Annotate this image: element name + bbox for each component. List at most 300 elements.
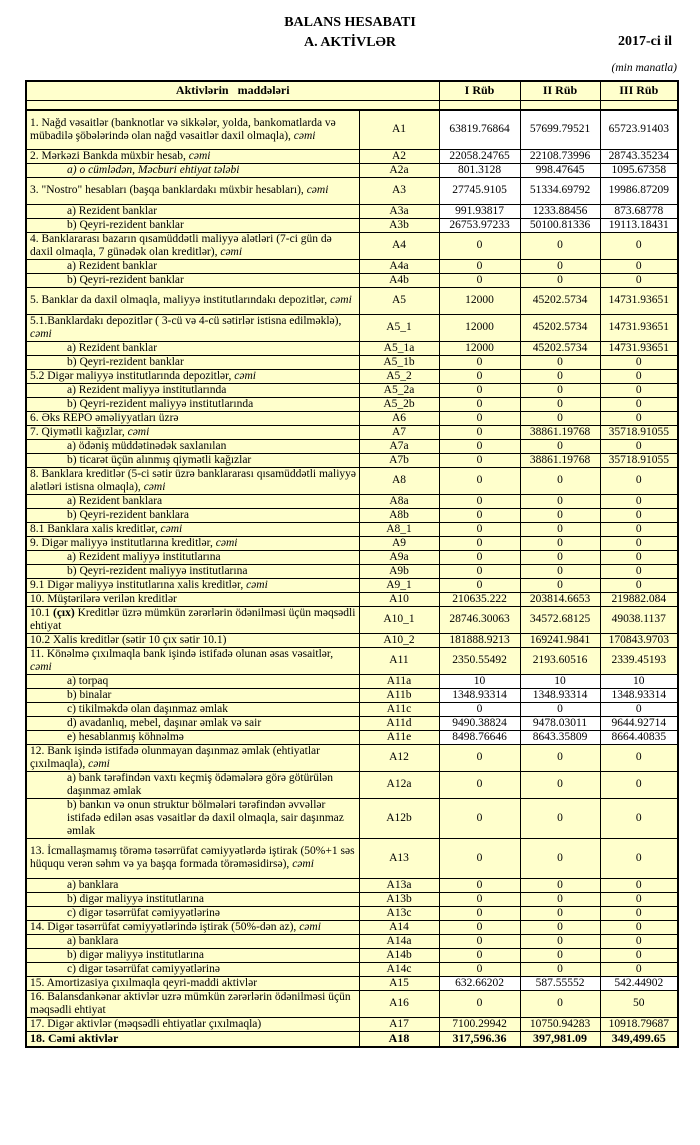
row-label: a) ödəniş müddətinədək saxlanılan: [26, 439, 359, 453]
table-row: [26, 578, 678, 592]
value-cell-q3: 349,499.65: [600, 1031, 678, 1047]
value-cell-q2: 0: [520, 411, 600, 425]
row-label: e) hesablanmış köhnəlmə: [26, 730, 359, 744]
value-cell-q1: 210635.222: [439, 592, 520, 606]
value-cell-q2: 998.47645: [520, 163, 600, 177]
row-label: b) Qeyri-rezident maliyyə institutlarında: [26, 397, 359, 411]
row-label: 6. Əks REPO əməliyyatları üzrə: [26, 411, 359, 425]
table-row: [26, 892, 678, 906]
value-cell-q2: 0: [520, 522, 600, 536]
table-row: [26, 633, 678, 647]
table-row: [26, 976, 678, 990]
value-cell-q2: 0: [520, 990, 600, 1017]
table-row: [26, 232, 678, 259]
row-code: A11b: [359, 688, 439, 702]
value-cell-q2: 0: [520, 494, 600, 508]
value-cell-q3: 0: [600, 878, 678, 892]
row-code: A11e: [359, 730, 439, 744]
row-code: A8a: [359, 494, 439, 508]
value-cell-q1: 0: [439, 550, 520, 564]
row-code: A12b: [359, 798, 439, 838]
row-code: A1: [359, 110, 439, 149]
value-cell-q1: 0: [439, 990, 520, 1017]
value-cell-q2: 1233.88456: [520, 204, 600, 218]
value-cell-q3: 10918.79687: [600, 1017, 678, 1031]
value-cell-q3: 542.44902: [600, 976, 678, 990]
value-cell-q2: 0: [520, 920, 600, 934]
row-label: b) Qeyri-rezident maliyyə institutlarına: [26, 564, 359, 578]
value-cell-q2: 587.55552: [520, 976, 600, 990]
row-code: A6: [359, 411, 439, 425]
table-row: [26, 647, 678, 674]
row-code: A3b: [359, 218, 439, 232]
row-label: 17. Digər aktivlər (məqsədli ehtiyatlar çıxılmaqla): [26, 1017, 359, 1031]
value-cell-q1: 0: [439, 273, 520, 287]
value-cell-q1: 26753.97233: [439, 218, 520, 232]
row-label: a) banklara: [26, 878, 359, 892]
row-label: a) o cümlədən, Məcburi ehtiyat tələbi: [26, 163, 359, 177]
table-row: [26, 674, 678, 688]
table-row: [26, 948, 678, 962]
table-row: [26, 397, 678, 411]
row-label: c) tikilməkdə olan daşınmaz əmlak: [26, 702, 359, 716]
value-cell-q1: 991.93817: [439, 204, 520, 218]
value-cell-q3: 0: [600, 383, 678, 397]
table-row: [26, 716, 678, 730]
table-row: [26, 494, 678, 508]
year-label: 2017-ci il: [617, 34, 672, 49]
row-code: A13a: [359, 878, 439, 892]
value-cell-q2: 8643.35809: [520, 730, 600, 744]
value-cell-q1: 0: [439, 467, 520, 494]
value-cell-q3: 0: [600, 273, 678, 287]
value-cell-q3: 0: [600, 564, 678, 578]
value-cell-q3: 0: [600, 838, 678, 878]
row-label: a) Rezident maliyyə institutlarına: [26, 550, 359, 564]
value-cell-q1: 0: [439, 383, 520, 397]
row-label: 14. Digər təsərrüfat cəmiyyətlərində iştirak (50%-dən az), cəmi: [26, 920, 359, 934]
value-cell-q3: 0: [600, 536, 678, 550]
value-cell-q3: 35718.91055: [600, 453, 678, 467]
table-row: [26, 798, 678, 838]
value-cell-q2: 0: [520, 369, 600, 383]
value-cell-q2: 0: [520, 273, 600, 287]
row-code: A14c: [359, 962, 439, 976]
spacer-row: [26, 100, 678, 110]
row-code: A2a: [359, 163, 439, 177]
row-label: a) Rezident maliyyə institutlarında: [26, 383, 359, 397]
row-code: A8: [359, 467, 439, 494]
value-cell-q1: 2350.55492: [439, 647, 520, 674]
row-code: A2: [359, 149, 439, 163]
row-label: 10.1 (çıx) Kreditlər üzrə mümkün zərərlərin ödənilməsi üçün məqsədli ehtiyat: [26, 606, 359, 633]
value-cell-q3: 49038.1137: [600, 606, 678, 633]
table-row: [26, 425, 678, 439]
value-cell-q2: 0: [520, 355, 600, 369]
value-cell-q2: 9478.03011: [520, 716, 600, 730]
value-cell-q1: 0: [439, 892, 520, 906]
table-row: [26, 934, 678, 948]
value-cell-q2: 0: [520, 771, 600, 798]
table-row: [26, 411, 678, 425]
value-cell-q3: 0: [600, 232, 678, 259]
table-row: [26, 110, 678, 149]
table-row: [26, 536, 678, 550]
value-cell-q3: 0: [600, 439, 678, 453]
value-cell-q2: 169241.9841: [520, 633, 600, 647]
table-row: [26, 878, 678, 892]
value-cell-q3: 0: [600, 578, 678, 592]
value-cell-q3: 0: [600, 494, 678, 508]
value-cell-q2: 0: [520, 550, 600, 564]
value-cell-q1: 801.3128: [439, 163, 520, 177]
value-cell-q3: 0: [600, 962, 678, 976]
value-cell-q2: 0: [520, 744, 600, 771]
value-cell-q3: 0: [600, 744, 678, 771]
value-cell-q3: 10: [600, 674, 678, 688]
value-cell-q3: 0: [600, 892, 678, 906]
row-label: b) ticarət üçün alınmış qiymətli kağızlar: [26, 453, 359, 467]
value-cell-q2: 0: [520, 564, 600, 578]
row-code: A12: [359, 744, 439, 771]
row-code: A10_2: [359, 633, 439, 647]
value-cell-q2: 0: [520, 906, 600, 920]
value-cell-q2: 0: [520, 962, 600, 976]
header-row: [26, 81, 678, 100]
table-row: [26, 906, 678, 920]
value-cell-q3: 19113.18431: [600, 218, 678, 232]
table-row: [26, 1017, 678, 1031]
row-code: A13c: [359, 906, 439, 920]
row-label: 16. Balansdankənar aktivlər uzrə mümkün zərərlərin ödənilməsi üçün məqsədli ehtiyat: [26, 990, 359, 1017]
value-cell-q1: 0: [439, 536, 520, 550]
spacer-cell: [26, 100, 439, 110]
value-cell-q1: 28746.30063: [439, 606, 520, 633]
row-code: A13b: [359, 892, 439, 906]
value-cell-q3: 9644.92714: [600, 716, 678, 730]
row-code: A9: [359, 536, 439, 550]
row-label: 8. Banklara kreditlər (5-ci sətir üzrə banklararası qısamüddətli maliyyə alətləri istisna olmaqla), cəmi: [26, 467, 359, 494]
value-cell-q1: 317,596.36: [439, 1031, 520, 1047]
table-row: [26, 341, 678, 355]
value-cell-q3: 50: [600, 990, 678, 1017]
header-col-q1: I Rüb: [439, 81, 520, 100]
value-cell-q3: 0: [600, 508, 678, 522]
table-row: [26, 508, 678, 522]
value-cell-q1: 1348.93314: [439, 688, 520, 702]
value-cell-q3: 0: [600, 550, 678, 564]
row-label: c) digər təsərrüfat cəmiyyətlərinə: [26, 962, 359, 976]
table-row: [26, 962, 678, 976]
row-code: A15: [359, 976, 439, 990]
value-cell-q1: 12000: [439, 341, 520, 355]
table-row: [26, 730, 678, 744]
value-cell-q1: 12000: [439, 287, 520, 314]
table-row: [26, 163, 678, 177]
value-cell-q1: 0: [439, 411, 520, 425]
table-row: [26, 688, 678, 702]
spacer-cell: [600, 100, 678, 110]
value-cell-q2: 0: [520, 838, 600, 878]
value-cell-q2: 2193.60516: [520, 647, 600, 674]
value-cell-q1: 0: [439, 798, 520, 838]
table-row: [26, 771, 678, 798]
value-cell-q1: 0: [439, 508, 520, 522]
value-cell-q3: 0: [600, 934, 678, 948]
row-label: a) banklara: [26, 934, 359, 948]
row-code: A3a: [359, 204, 439, 218]
row-label: 2. Mərkəzi Bankda müxbir hesab, cəmi: [26, 149, 359, 163]
value-cell-q2: 38861.19768: [520, 453, 600, 467]
row-code: A7a: [359, 439, 439, 453]
value-cell-q3: 0: [600, 906, 678, 920]
value-cell-q2: 57699.79521: [520, 110, 600, 149]
row-label: b) binalar: [26, 688, 359, 702]
table-row: [26, 177, 678, 204]
table-row: [26, 592, 678, 606]
row-code: A13: [359, 838, 439, 878]
document-title-block: [0, 13, 700, 53]
row-code: A11d: [359, 716, 439, 730]
value-cell-q3: 0: [600, 355, 678, 369]
row-label: a) Rezident banklar: [26, 259, 359, 273]
row-code: A11: [359, 647, 439, 674]
row-code: A5_2: [359, 369, 439, 383]
row-label: 5. Banklar da daxil olmaqla, maliyyə institutlarındakı depozitlər, cəmi: [26, 287, 359, 314]
row-code: A14: [359, 920, 439, 934]
value-cell-q2: 0: [520, 948, 600, 962]
value-cell-q2: 0: [520, 934, 600, 948]
row-label: 8.1 Banklara xalis kreditlər, cəmi: [26, 522, 359, 536]
value-cell-q3: 14731.93651: [600, 314, 678, 341]
value-cell-q2: 203814.6653: [520, 592, 600, 606]
row-code: A14a: [359, 934, 439, 948]
row-code: A8_1: [359, 522, 439, 536]
value-cell-q1: 181888.9213: [439, 633, 520, 647]
row-label: 12. Bank işində istifadə olunmayan daşınmaz əmlak (ehtiyatlar çıxılmaqla), cəmi: [26, 744, 359, 771]
value-cell-q1: 0: [439, 878, 520, 892]
row-code: A5_1a: [359, 341, 439, 355]
row-label: 9.1 Digər maliyyə institutlarına xalis kreditlər, cəmi: [26, 578, 359, 592]
spacer-cell: [439, 100, 520, 110]
row-label: b) digər maliyyə institutlarına: [26, 892, 359, 906]
value-cell-q1: 0: [439, 425, 520, 439]
value-cell-q2: 10: [520, 674, 600, 688]
table-row: [26, 453, 678, 467]
row-label: b) Qeyri-rezident banklar: [26, 218, 359, 232]
row-code: A3: [359, 177, 439, 204]
table-row: [26, 990, 678, 1017]
value-cell-q1: 0: [439, 962, 520, 976]
table-row: [26, 273, 678, 287]
value-cell-q1: 0: [439, 948, 520, 962]
value-cell-q1: 0: [439, 578, 520, 592]
value-cell-q2: 0: [520, 798, 600, 838]
value-cell-q3: 0: [600, 522, 678, 536]
value-cell-q1: 0: [439, 494, 520, 508]
row-code: A9b: [359, 564, 439, 578]
row-label: b) Qeyri-rezident banklara: [26, 508, 359, 522]
value-cell-q3: 0: [600, 259, 678, 273]
value-cell-q1: 0: [439, 259, 520, 273]
assets-table-body: [26, 110, 678, 1047]
row-code: A9a: [359, 550, 439, 564]
row-code: A16: [359, 990, 439, 1017]
value-cell-q3: 14731.93651: [600, 341, 678, 355]
value-cell-q3: 0: [600, 397, 678, 411]
value-cell-q3: 28743.35234: [600, 149, 678, 163]
value-cell-q1: 10: [439, 674, 520, 688]
row-label: b) bankın və onun struktur bölmələri tərəfindən əvvəllər istifadə edilən əsas vəsaitlər də daxil olmaqla, sair daşınmaz əmlak: [26, 798, 359, 838]
value-cell-q3: 14731.93651: [600, 287, 678, 314]
row-label: a) bank tərəfindən vaxtı keçmiş ödəmələrə görə götürülən daşınmaz əmlak: [26, 771, 359, 798]
row-code: A5_1b: [359, 355, 439, 369]
value-cell-q3: 1348.93314: [600, 688, 678, 702]
table-row: [26, 550, 678, 564]
row-code: A4: [359, 232, 439, 259]
value-cell-q1: 0: [439, 744, 520, 771]
value-cell-q2: 0: [520, 892, 600, 906]
table-row: [26, 149, 678, 163]
value-cell-q1: 0: [439, 771, 520, 798]
value-cell-q3: 0: [600, 369, 678, 383]
table-row: [26, 838, 678, 878]
value-cell-q1: 0: [439, 934, 520, 948]
value-cell-q3: 1095.67358: [600, 163, 678, 177]
table-row: [26, 1031, 678, 1047]
page-subtitle: A. AKTİVLƏR: [303, 35, 397, 50]
value-cell-q1: 12000: [439, 314, 520, 341]
row-label: b) Qeyri-rezident banklar: [26, 273, 359, 287]
value-cell-q1: 9490.38824: [439, 716, 520, 730]
value-cell-q2: 45202.5734: [520, 287, 600, 314]
value-cell-q2: 45202.5734: [520, 341, 600, 355]
value-cell-q2: 0: [520, 383, 600, 397]
value-cell-q1: 0: [439, 453, 520, 467]
assets-table: [25, 80, 679, 1048]
value-cell-q3: 0: [600, 948, 678, 962]
value-cell-q3: 35718.91055: [600, 425, 678, 439]
value-cell-q2: 50100.81336: [520, 218, 600, 232]
row-code: A18: [359, 1031, 439, 1047]
table-row: [26, 314, 678, 341]
table-row: [26, 920, 678, 934]
row-label: 4. Banklararası bazarın qısamüddətli maliyyə alətləri (7-ci gün də daxil olmaqla, 7 günədək olan kreditlər), cəmi: [26, 232, 359, 259]
row-label: 1. Nağd vəsaitlər (banknotlar və sikkələr, yolda, bankomatlarda və mübadilə şöbələrində olan nağd vəsaitlər daxil olmaqla), cəmi: [26, 110, 359, 149]
row-label: 9. Digər maliyyə institutlarına kreditlər, cəmi: [26, 536, 359, 550]
value-cell-q3: 2339.45193: [600, 647, 678, 674]
value-cell-q1: 0: [439, 838, 520, 878]
row-label: 5.1.Banklardakı depozitlər ( 3-cü və 4-cü sətirlər istisna edilməklə), cəmi: [26, 314, 359, 341]
page-title: BALANS HESABATI: [284, 15, 416, 30]
table-row: [26, 259, 678, 273]
row-code: A10_1: [359, 606, 439, 633]
table-row: [26, 522, 678, 536]
row-label: 13. İcmallaşmamış törəmə təsərrüfat cəmiyyətlərdə iştirak (50%+1 səs hüququ verən səhm və ya başqa formada törəməsidirsə), cəmi: [26, 838, 359, 878]
row-label: b) Qeyri-rezident banklar: [26, 355, 359, 369]
value-cell-q1: 0: [439, 702, 520, 716]
table-row: [26, 218, 678, 232]
row-code: A17: [359, 1017, 439, 1031]
row-label: b) digər maliyyə institutlarına: [26, 948, 359, 962]
value-cell-q2: 0: [520, 536, 600, 550]
table-row: [26, 355, 678, 369]
row-code: A4b: [359, 273, 439, 287]
value-cell-q3: 0: [600, 920, 678, 934]
value-cell-q3: 8664.40835: [600, 730, 678, 744]
table-row: [26, 204, 678, 218]
row-code: A5_2b: [359, 397, 439, 411]
row-code: A11c: [359, 702, 439, 716]
value-cell-q1: 27745.9105: [439, 177, 520, 204]
table-row: [26, 439, 678, 453]
value-cell-q3: 0: [600, 411, 678, 425]
header-col-q3: III Rüb: [600, 81, 678, 100]
value-cell-q2: 0: [520, 508, 600, 522]
value-cell-q3: 65723.91403: [600, 110, 678, 149]
row-code: A8b: [359, 508, 439, 522]
row-code: A11a: [359, 674, 439, 688]
value-cell-q1: 0: [439, 369, 520, 383]
value-cell-q3: 0: [600, 771, 678, 798]
table-row: [26, 606, 678, 633]
value-cell-q1: 8498.76646: [439, 730, 520, 744]
row-code: A7b: [359, 453, 439, 467]
value-cell-q2: 10750.94283: [520, 1017, 600, 1031]
row-code: A10: [359, 592, 439, 606]
row-label: 7. Qiymətli kağızlar, cəmi: [26, 425, 359, 439]
row-label: a) Rezident banklar: [26, 204, 359, 218]
value-cell-q2: 38861.19768: [520, 425, 600, 439]
value-cell-q2: 0: [520, 702, 600, 716]
value-cell-q1: 632.66202: [439, 976, 520, 990]
value-cell-q2: 0: [520, 397, 600, 411]
value-cell-q1: 0: [439, 920, 520, 934]
row-code: A9_1: [359, 578, 439, 592]
row-code: A5_2a: [359, 383, 439, 397]
value-cell-q2: 0: [520, 259, 600, 273]
row-code: A12a: [359, 771, 439, 798]
value-cell-q3: 19986.87209: [600, 177, 678, 204]
value-cell-q3: 0: [600, 702, 678, 716]
value-cell-q3: 0: [600, 467, 678, 494]
table-row: [26, 564, 678, 578]
value-cell-q2: 45202.5734: [520, 314, 600, 341]
row-code: A7: [359, 425, 439, 439]
unit-note: (min manatla): [611, 62, 677, 74]
table-row: [26, 702, 678, 716]
value-cell-q1: 0: [439, 906, 520, 920]
table-row: [26, 467, 678, 494]
value-cell-q1: 0: [439, 355, 520, 369]
table-row: [26, 744, 678, 771]
table-row: [26, 287, 678, 314]
row-code: A4a: [359, 259, 439, 273]
value-cell-q2: 22108.73996: [520, 149, 600, 163]
row-label: a) torpaq: [26, 674, 359, 688]
row-label: 11. Könəlmə çıxılmaqla bank işində istifadə olunan əsas vəsaitlər, cəmi: [26, 647, 359, 674]
value-cell-q2: 34572.68125: [520, 606, 600, 633]
value-cell-q1: 0: [439, 439, 520, 453]
header-col-q2: II Rüb: [520, 81, 600, 100]
row-label: a) Rezident banklar: [26, 341, 359, 355]
value-cell-q1: 0: [439, 397, 520, 411]
header-items-label: Aktivlərin maddələri: [26, 81, 439, 100]
value-cell-q2: 0: [520, 467, 600, 494]
spacer-cell: [520, 100, 600, 110]
row-label: 10. Müştərilərə verilən kreditlər: [26, 592, 359, 606]
value-cell-q2: 397,981.09: [520, 1031, 600, 1047]
